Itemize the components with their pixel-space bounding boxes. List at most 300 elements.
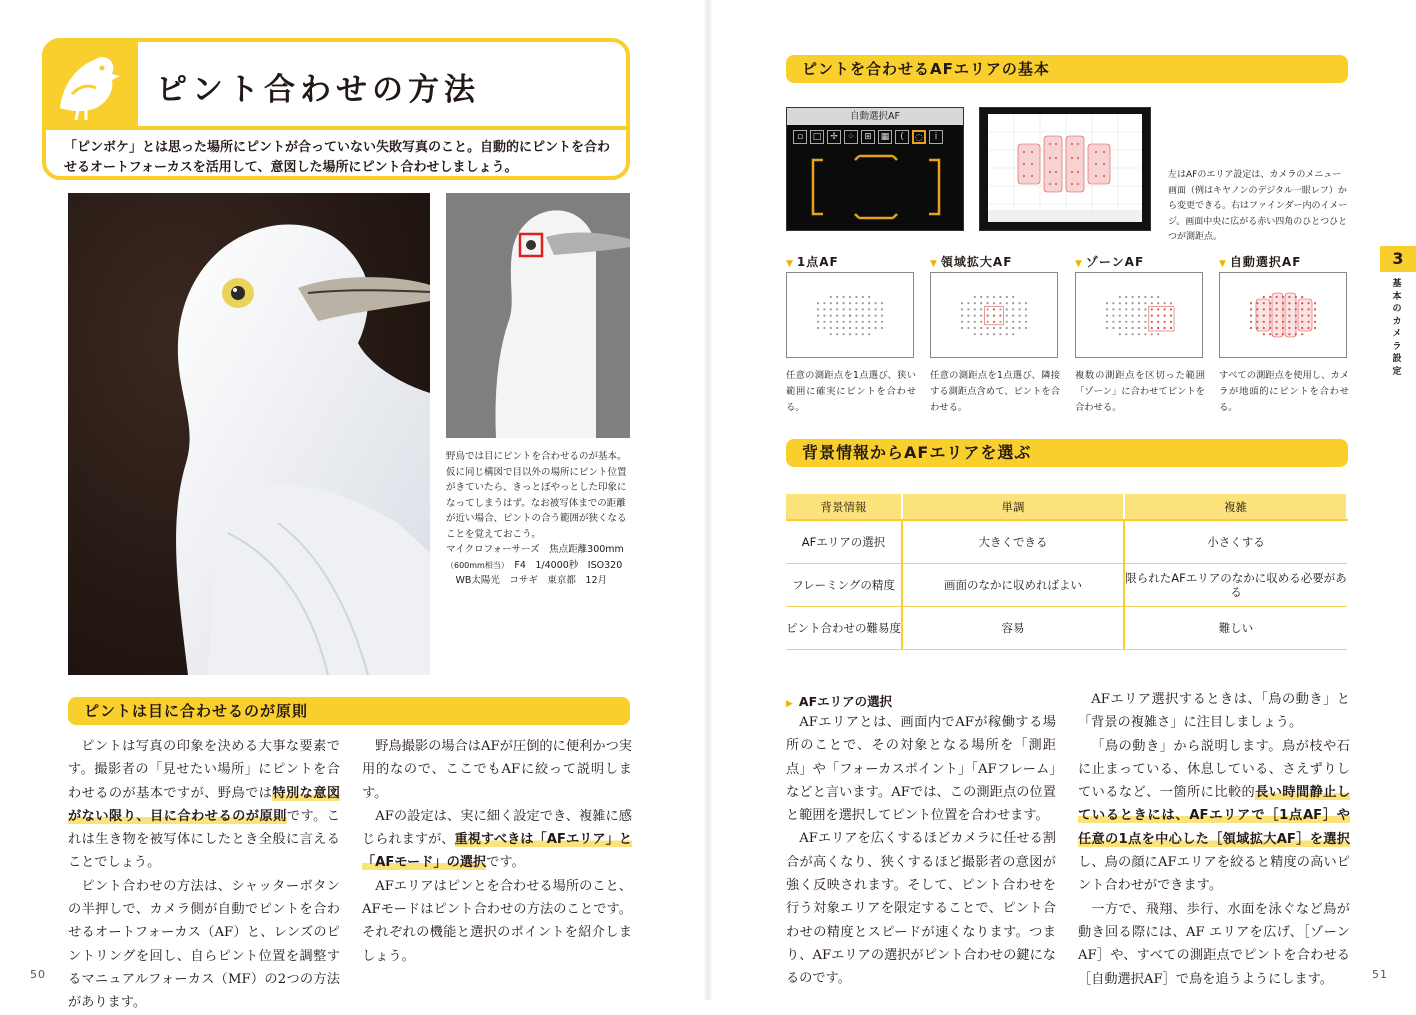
af-point [849, 308, 851, 310]
egret-af-point-photo [446, 193, 630, 438]
caption-spec-3: WB太陽光 コサギ 東京都 12月 [446, 575, 607, 586]
sub-heading-text: AFエリアの選択 [798, 694, 893, 709]
af-point [1301, 333, 1303, 335]
af-point [1314, 302, 1316, 304]
af-point [1269, 327, 1271, 329]
af-point [1144, 308, 1146, 310]
af-point [961, 321, 963, 323]
af-point [1170, 315, 1172, 317]
af-point [862, 333, 864, 335]
af-point [823, 315, 825, 317]
af-point [961, 302, 963, 304]
af-point [999, 308, 1001, 310]
af-point [980, 315, 982, 317]
af-point [1269, 302, 1271, 304]
af-point [855, 327, 857, 329]
af-point [1164, 302, 1166, 304]
af-diagram-single-point [786, 272, 914, 358]
af-point [1138, 302, 1140, 304]
af-point [974, 302, 976, 304]
af-point [1151, 333, 1153, 335]
af-point [881, 315, 883, 317]
af-point [974, 308, 976, 310]
af-point [1132, 308, 1134, 310]
af-point [980, 302, 982, 304]
table-cell: 容易 [902, 606, 1124, 649]
af-point [1006, 321, 1008, 323]
af-point [1157, 296, 1159, 298]
af-point [1106, 321, 1108, 323]
af-point [1295, 327, 1297, 329]
af-point [830, 296, 832, 298]
af-point [974, 333, 976, 335]
table-cell: 小さくする [1124, 520, 1347, 563]
af-point [855, 315, 857, 317]
triangle-icon: ▶ [786, 699, 793, 709]
af-diagram-zone [1075, 272, 1203, 358]
left-column-2 [362, 735, 632, 968]
af-point [961, 327, 963, 329]
af-point [1006, 333, 1008, 335]
af-point [1138, 308, 1140, 310]
af-point [1256, 308, 1258, 310]
wide-zone-icon: ( [895, 130, 909, 144]
paragraph [1078, 735, 1350, 898]
af-point [967, 315, 969, 317]
triangle-icon: ▼ [1219, 259, 1227, 269]
title-divider [46, 126, 626, 130]
af-point [993, 333, 995, 335]
zone-icon: ⊞ [861, 130, 875, 144]
text-run: ピントは写真の印象を決める大事な要素です。撮影者の「見せたい場所」にピントを合わせるのが基本ですが、野鳥では [68, 739, 340, 801]
af-point [849, 333, 851, 335]
af-point [836, 327, 838, 329]
af-point [1263, 315, 1265, 317]
af-point [862, 321, 864, 323]
af-point [1276, 327, 1278, 329]
af-point [1276, 333, 1278, 335]
paragraph: ピント合わせの方法は、シャッターボタンの半押しで、カメラ側が自動でピントを合わせるオートフォーカス（AF）と、レンズのピントリングを回し、自らピント位置を調整するマニュアルフォーカス（MF）の2つの方法があります。 [68, 878, 340, 1011]
af-mode-desc-1: 任意の測距点を1点選び、狭い範囲に確実にピントを合わせる。 [786, 370, 916, 413]
af-diagram-expanded-area [930, 272, 1058, 358]
af-point [1019, 315, 1021, 317]
af-point [1119, 333, 1121, 335]
af-point [993, 327, 995, 329]
af-point [1288, 321, 1290, 323]
title-box [42, 38, 630, 180]
af-point [974, 296, 976, 298]
af-point [1144, 302, 1146, 304]
af-point [1263, 302, 1265, 304]
af-point [868, 308, 870, 310]
af-mode-label-2 [930, 253, 1012, 270]
af-point [1170, 321, 1172, 323]
right-column-1 [786, 711, 1056, 991]
af-point [1301, 327, 1303, 329]
af-point [987, 315, 989, 317]
af-point [1025, 327, 1027, 329]
af-point [836, 302, 838, 304]
right-column-2 [1078, 688, 1350, 991]
af-point [881, 327, 883, 329]
af-point [817, 321, 819, 323]
af-point [1151, 308, 1153, 310]
af-point [1314, 315, 1316, 317]
page-number-left: 50 [30, 968, 46, 981]
af-point [961, 308, 963, 310]
af-point [1250, 321, 1252, 323]
af-mode-label-4 [1219, 253, 1301, 270]
af-point [1112, 302, 1114, 304]
af-point [1132, 296, 1134, 298]
viewfinder-field [988, 114, 1142, 222]
af-point [1106, 302, 1108, 304]
af-mode-name: ゾーンAF [1085, 255, 1145, 269]
af-point [987, 327, 989, 329]
af-point [855, 333, 857, 335]
af-point [1025, 315, 1027, 317]
table-row-header: AFエリアの選択 [786, 520, 902, 563]
af-point [836, 315, 838, 317]
af-point [855, 296, 857, 298]
af-point [987, 308, 989, 310]
af-point [1308, 327, 1310, 329]
af-point [1012, 302, 1014, 304]
af-point [987, 333, 989, 335]
paragraph: AFエリアとは、画面内でAFが稼働する場所のことで、その対象となる場所を「測距点」や「フォーカスポイント」「AFフレーム」などと言います。AFでは、この測距点の位置と範囲を選択してピント位置を合わせます。 [786, 715, 1056, 824]
af-point [1019, 302, 1021, 304]
af-point [1125, 296, 1127, 298]
af-point [987, 302, 989, 304]
af-point [823, 308, 825, 310]
af-point [993, 302, 995, 304]
af-point [1125, 315, 1127, 317]
af-point [1112, 321, 1114, 323]
af-point [830, 333, 832, 335]
af-point [862, 308, 864, 310]
af-point [1263, 308, 1265, 310]
af-point [836, 296, 838, 298]
table-cell: 画面のなかに収めればよい [902, 563, 1124, 606]
af-point [830, 327, 832, 329]
af-point [1276, 302, 1278, 304]
table-row-header: ピント合わせの難易度 [786, 606, 902, 649]
af-point [1282, 302, 1284, 304]
table-row [786, 563, 1347, 606]
af-frame-outline [809, 154, 943, 220]
info-icon: i [929, 130, 943, 144]
expand-icon: ✢ [827, 130, 841, 144]
af-point [1006, 296, 1008, 298]
af-point [817, 302, 819, 304]
af-point [1308, 302, 1310, 304]
caption-exposure: F4 1/4000秒 ISO320 [504, 559, 623, 571]
af-point [1301, 296, 1303, 298]
af-point [1256, 327, 1258, 329]
af-point [999, 327, 1001, 329]
af-point [836, 321, 838, 323]
af-point [881, 321, 883, 323]
af-point [980, 296, 982, 298]
af-point [1151, 302, 1153, 304]
table-row-header: フレーミングの精度 [786, 563, 902, 606]
af-point [1138, 321, 1140, 323]
af-point [1125, 327, 1127, 329]
af-mode-name: 領域拡大AF [940, 255, 1013, 269]
af-point [1314, 308, 1316, 310]
af-point [1282, 321, 1284, 323]
af-point [1106, 315, 1108, 317]
photo-caption [446, 449, 634, 589]
af-point [1308, 308, 1310, 310]
af-point [1012, 327, 1014, 329]
af-point [1144, 315, 1146, 317]
af-point [836, 308, 838, 310]
af-point [1288, 302, 1290, 304]
table-row [786, 520, 1347, 563]
af-point [1012, 308, 1014, 310]
highlight-text: 長い時間静止しているときには、AFエリアで［1点AF］や任意の1点を中心した［領域拡大AF］を選択 [1078, 785, 1351, 847]
af-point [1106, 327, 1108, 329]
page-title: ピント合わせの方法 [156, 72, 480, 108]
af-point [1301, 302, 1303, 304]
af-point [1282, 327, 1284, 329]
paragraph: 野鳥撮影の場合はAFが圧倒的に便利かつ実用的なので、ここでもAFに絞って説明します。 [362, 739, 632, 801]
af-point [875, 308, 877, 310]
af-point [1301, 308, 1303, 310]
af-point [1151, 296, 1153, 298]
af-point [1263, 333, 1265, 335]
af-point [830, 315, 832, 317]
triangle-icon: ▼ [1075, 259, 1083, 269]
af-point [1308, 315, 1310, 317]
af-point [1250, 302, 1252, 304]
af-point [817, 327, 819, 329]
af-point [868, 302, 870, 304]
af-point [980, 308, 982, 310]
af-point [1006, 327, 1008, 329]
af-point [1295, 308, 1297, 310]
af-point [1288, 296, 1290, 298]
af-mode-desc-2: 任意の測距点を1点選び、隣接する測距点含めて、ピントを合わせる。 [930, 370, 1060, 413]
af-point [1269, 321, 1271, 323]
af-point [1132, 315, 1134, 317]
af-point [967, 327, 969, 329]
af-settings-description: 左はAFのエリア設定は、カメラのメニュー画面（例はキヤノンのデジタル一眼レフ）から変更できる。右はファインダー内のイメージ。画面中央に広がる赤い四角のひとつひとつが測距点。 [1168, 170, 1348, 242]
af-point [1282, 333, 1284, 335]
af-point [1012, 321, 1014, 323]
triangle-icon: ▼ [786, 259, 794, 269]
title-badge [42, 38, 134, 130]
text-run: し、鳥の顔にAFエリアを絞ると精度の高いピント合わせができます。 [1078, 855, 1350, 894]
af-mode-label-1 [786, 253, 839, 270]
background-info-table [786, 494, 1348, 650]
af-point [999, 296, 1001, 298]
af-point [1125, 333, 1127, 335]
af-point [1256, 321, 1258, 323]
af-point [1144, 333, 1146, 335]
af-point [823, 321, 825, 323]
spot-icon: □ [810, 130, 824, 144]
af-point [1119, 327, 1121, 329]
table-cell: 大きくできる [902, 520, 1124, 563]
af-point [1112, 327, 1114, 329]
af-point [1138, 327, 1140, 329]
af-point [1164, 321, 1166, 323]
af-point [849, 315, 851, 317]
af-point [843, 327, 845, 329]
caption-text: 野鳥では目にピントを合わせるのが基本。仮に同じ構図で目以外の場所にピント位置がきていたら、きっとぼやっとした印象になってしまうはず。なお被写体までの距離が近い場合、ピントの合う範囲が狭くなることを覚えておこう。 [446, 451, 627, 540]
af-mode-icons [793, 130, 959, 150]
af-point [843, 333, 845, 335]
section-heading-background-info: 背景情報からAFエリアを選ぶ [786, 439, 1348, 467]
book-gutter [703, 0, 713, 1000]
caption-equivalent: （600mm相当） [446, 560, 505, 570]
af-point [1250, 327, 1252, 329]
paragraph: AFエリアを広くするほどカメラに任せる割合が高くなり、狭くするほど撮影者の意図が強く反映されます。そして、ピント合わせを行う対象エリアを限定することで、ピント合わせの精度とスピードが速くなります。つまり、AFエリアの選択がピント合わせの鍵になるのです。 [786, 831, 1056, 987]
af-point [1025, 321, 1027, 323]
af-point [1012, 333, 1014, 335]
section-heading-af-area-basics: ピントを合わせるAFエリアの基本 [786, 55, 1348, 83]
table-header: 単調 [902, 494, 1124, 520]
af-point [1112, 308, 1114, 310]
af-point [862, 296, 864, 298]
af-mode-label-3 [1075, 253, 1144, 270]
af-point [1164, 308, 1166, 310]
af-point [868, 333, 870, 335]
screen-title: 自動選択AF [787, 108, 963, 125]
text-run: AFの設定は、実に細く設定でき、複雑に感じられますが、 [362, 808, 632, 848]
af-point [862, 315, 864, 317]
af-point [843, 302, 845, 304]
af-point [1295, 321, 1297, 323]
af-point [1006, 315, 1008, 317]
af-point [1269, 296, 1271, 298]
af-point [974, 327, 976, 329]
af-point [1295, 296, 1297, 298]
af-point [1151, 321, 1153, 323]
af-point [1119, 315, 1121, 317]
af-point [1301, 315, 1303, 317]
camera-menu-screen [786, 107, 964, 231]
af-point [1151, 315, 1153, 317]
af-point [993, 308, 995, 310]
af-point [999, 333, 1001, 335]
af-point [1138, 315, 1140, 317]
table-header-row [786, 494, 1347, 520]
caption-spec-1: マイクロフォーサーズ 焦点距離300mm [446, 544, 624, 555]
af-point [1157, 315, 1159, 317]
highlight-text: 重視すべきは「AFエリア」と「AFモード」の選択 [362, 832, 633, 871]
af-point [1276, 321, 1278, 323]
lead-text: 「ピンボケ」とは思った場所にピントが合っていない失敗写真のこと。自動的にピントを合わせるオートフォーカスを活用して、意図した場所にピント合わせしましょう。 [64, 140, 611, 175]
af-point [830, 302, 832, 304]
highlight-text: 特別な意図がない限り、目に合わせるのが原則 [68, 785, 341, 824]
af-point [1019, 308, 1021, 310]
af-point [1138, 296, 1140, 298]
paragraph: AFエリアはピンとを合わせる場所のこと、AFモードはピント合わせの方法のことです。それぞれの機能と選択のポイントを紹介しましょう。 [362, 878, 632, 964]
af-point [855, 308, 857, 310]
af-point [1138, 333, 1140, 335]
af-point [1132, 327, 1134, 329]
af-point [1170, 302, 1172, 304]
af-point [1132, 302, 1134, 304]
af-point [849, 296, 851, 298]
af-point [1263, 327, 1265, 329]
af-point [875, 315, 877, 317]
egret-closeup-photo [68, 193, 430, 675]
af-point [1006, 302, 1008, 304]
af-point [1263, 296, 1265, 298]
af-point [961, 315, 963, 317]
af-point [849, 327, 851, 329]
af-point [1295, 333, 1297, 335]
af-point [1288, 333, 1290, 335]
af-point [868, 327, 870, 329]
af-point [1144, 296, 1146, 298]
af-point [1276, 308, 1278, 310]
af-point [1125, 302, 1127, 304]
af-point [1250, 308, 1252, 310]
af-diagram-auto-select [1219, 272, 1347, 358]
af-point [1250, 315, 1252, 317]
af-point [849, 302, 851, 304]
page-number-right: 51 [1372, 968, 1388, 981]
af-point [1276, 315, 1278, 317]
af-point [1025, 308, 1027, 310]
paragraph [362, 805, 632, 875]
af-point [1119, 296, 1121, 298]
af-point [1157, 333, 1159, 335]
af-point [967, 321, 969, 323]
af-point [1295, 302, 1297, 304]
af-point [980, 327, 982, 329]
af-point [967, 302, 969, 304]
af-point [1157, 308, 1159, 310]
af-point [855, 321, 857, 323]
af-point [830, 321, 832, 323]
af-point [999, 302, 1001, 304]
af-point [875, 321, 877, 323]
af-point [875, 302, 877, 304]
af-point [1282, 315, 1284, 317]
af-point [1164, 315, 1166, 317]
af-point [1019, 321, 1021, 323]
caption-spec-2 [446, 558, 634, 574]
af-point [881, 308, 883, 310]
af-point [993, 296, 995, 298]
af-point [1288, 315, 1290, 317]
left-column-1 [68, 735, 340, 1015]
af-point [999, 321, 1001, 323]
af-point [1301, 321, 1303, 323]
af-point [974, 315, 976, 317]
af-point [1132, 321, 1134, 323]
af-point [1314, 321, 1316, 323]
table-cell: 限られたAFエリアのなかに収める必要がある [1124, 563, 1347, 606]
paragraph [68, 735, 340, 875]
af-point [1106, 308, 1108, 310]
af-point [881, 302, 883, 304]
af-point [1269, 308, 1271, 310]
expand-around-icon: ⁘ [844, 130, 858, 144]
af-point [1025, 302, 1027, 304]
af-point [1170, 327, 1172, 329]
af-point [817, 315, 819, 317]
af-point [1256, 315, 1258, 317]
af-point [868, 321, 870, 323]
large-zone-icon: ▦ [878, 130, 892, 144]
